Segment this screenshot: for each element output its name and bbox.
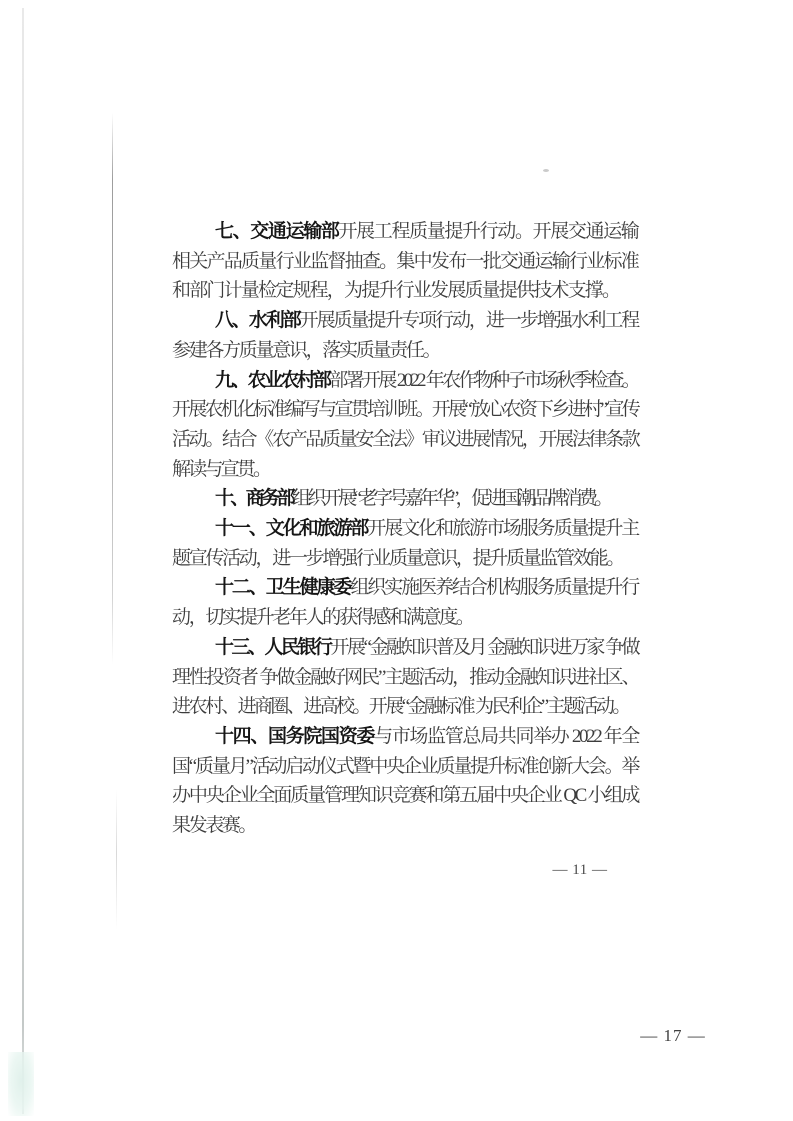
fold-crease-line-lower: [116, 790, 117, 930]
paragraph: [172, 306, 638, 365]
paragraph-text: 组织开展“老字号嘉年华”，促进国潮品牌消费。: [292, 488, 610, 510]
paragraph-text: 部署开展 2022 年农作物种子市场秋季检查。开展农机化标准编写与宣贯培训班。开展“放心农资下乡进村”宣传活动。结合《农产品质量安全法》审议进展情况，开展法律条款解读与宣贯。: [172, 369, 639, 480]
paragraph-lead: 十三、人民银行: [215, 636, 331, 658]
scan-speck: [543, 169, 549, 172]
paragraph-lead: 十、商务部: [215, 488, 293, 510]
paragraph-text: 开展“金融知识普及月 金融知识进万家 争做理性投资者 争做金融好网民”主题活动，推动金融知识进社区、进农村、进商圈、进高校。开展“金融标准 为民利企”主题活动。: [172, 636, 638, 718]
document-body: [172, 217, 638, 841]
paragraph-text: 开展质量提升专项行动，进一步增强水利工程参建各方质量意识，落实质量责任。: [172, 310, 638, 361]
paragraph: [172, 217, 638, 306]
paragraph-text: 组织实施医养结合机构服务质量提升行动，切实提升老年人的获得感和满意度。: [172, 577, 638, 629]
paragraph: [172, 633, 638, 722]
paragraph: [172, 514, 638, 573]
paragraph-lead: 十四、国务院国资委: [215, 725, 375, 747]
paragraph-lead: 八、水利部: [215, 310, 300, 332]
paragraph: [172, 484, 638, 514]
paragraph-lead: 九、农业农村部: [215, 369, 330, 391]
paragraph-text: 开展文化和旅游市场服务质量提升主题宣传活动，进一步增强行业质量意识，提升质量监管效能。: [172, 518, 638, 569]
scan-corner-smudge: [8, 1052, 34, 1116]
outer-page-number: — 17 —: [640, 1026, 706, 1045]
scan-edge-line: [22, 8, 24, 1114]
paragraph: [172, 722, 638, 841]
paragraph-text: 与市场监管总局共同举办 2022 年全国“质量月”活动启动仪式暨中央企业质量提升标准创新大会。举办中央企业全面质量管理知识竞赛和第五届中央企业 QC 小组成果发表赛。: [172, 725, 638, 837]
paragraph-lead: 十二、卫生健康委: [215, 577, 351, 599]
paragraph-text: 开展工程质量提升行动。开展交通运输相关产品质量行业监督抽查。集中发布一批交通运输行业标准和部门计量检定规程，为提升行业发展质量提供技术支撑。: [172, 221, 639, 302]
paragraph: [172, 573, 638, 632]
paragraph-lead: 七、交通运输部: [215, 221, 339, 242]
paragraph: [172, 366, 638, 485]
fold-crease-line: [112, 113, 113, 665]
paragraph-lead: 十一、文化和旅游部: [215, 518, 368, 540]
inner-page-number: — 11 —: [552, 862, 608, 878]
